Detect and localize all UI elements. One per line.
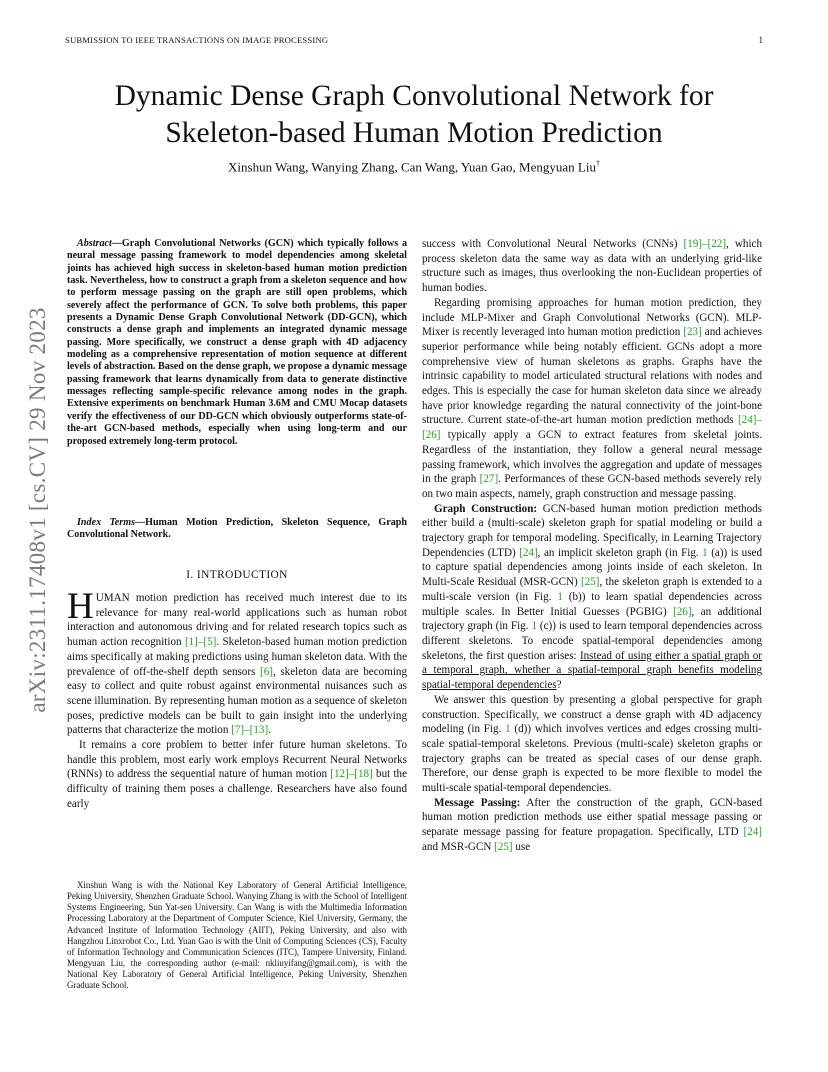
author-list bbox=[40, 159, 788, 175]
citation-link[interactable]: [24]–[26] bbox=[422, 414, 762, 442]
introduction-body bbox=[67, 586, 408, 812]
text-run: , skeleton data are becoming easy to collect and quite robust against environmental nuisances such as scene illumination. By representing human motion as a sequence of skeleton poses, predictive models can be built to gain insight into the underlying patterns that characterize the motion bbox=[67, 665, 408, 737]
right-paragraph-graph-construction bbox=[422, 502, 762, 693]
text-run: (b)) to learn spatial dependencies across multiple scales. In Better Initial Guesses (PGBIG) bbox=[422, 590, 762, 618]
text-run: and MSR-GCN bbox=[422, 840, 495, 853]
authors-text: Xinshun Wang, Wanying Zhang, Can Wang, Yuan Gao, Mengyuan Liu bbox=[228, 159, 596, 175]
corresponding-author-mark: † bbox=[595, 159, 600, 168]
citation-link[interactable]: [26] bbox=[673, 605, 692, 618]
text-run: , an implicit skeleton graph (in Fig. bbox=[537, 546, 703, 559]
text-run: ? bbox=[556, 679, 562, 692]
paragraph-heading: Message Passing: bbox=[434, 796, 521, 809]
text-run: use bbox=[512, 840, 531, 853]
paragraph-heading: Graph Construction: bbox=[434, 502, 538, 515]
citation-link[interactable]: [1]–[5] bbox=[184, 636, 217, 649]
arxiv-stamp-text: arXiv:2311.17408v1 [cs.CV] 29 Nov 2023 bbox=[25, 307, 50, 713]
intro-paragraph-2 bbox=[67, 738, 407, 812]
citation-link[interactable]: [25] bbox=[580, 576, 600, 589]
figure-link[interactable]: 1 bbox=[557, 590, 563, 603]
text-run: We answer this question by presenting a global perspective for graph construction. Specifically, we construct a dense graph with 4D adjacency modeling (in Fig. bbox=[422, 693, 762, 736]
abstract-text: —Graph Convolutional Networks (GCN) which typically follows a neural message passing framework to model dependencies among skeletal joints has achieved high success in skeleton-based human motion prediction task. Nevertheless, how to construct a graph from a skeleton sequence and how to perform message passing on the graph are still open problems, which severely affect the performance of GCN. To solve both problems, this paper presents a Dynamic Dense Graph Convolutional Network (DD-GCN), which constructs a dense graph and implements an integrated dynamic message passing. More specifically, we construct a dense graph with 4D adjacency modeling as a comprehensive representation of motion sequence at different levels of abstraction. Based on the dense graph, we propose a dynamic message passing framework that learns dynamically from data to generate distinctive messages reflecting sample-specific relevance among nodes in the graph. Extensive experiments on benchmark Human 3.6M and CMU Mocap datasets verify the effectiveness of our DD-GCN which obviously outperforms state-of-the-art GCN-based methods, especially when using long-term and our proposed extremely long-term protocol. bbox=[67, 238, 407, 447]
figure-link[interactable]: 1 bbox=[531, 620, 537, 633]
underlined-question: Instead of using either a spatial graph or a temporal graph, whether a spatial-temporal graph benefits modeling spatial-temporal dependencies bbox=[422, 649, 762, 692]
citation-link[interactable]: [23] bbox=[683, 326, 702, 339]
text-run: . Skeleton-based human motion prediction aims specifically at making predictions using human skeleton data. With the prevalence of off-the-shelf depth sensors bbox=[67, 636, 407, 678]
text-run: GCN-based human motion prediction methods either build a (multi-scale) skeleton graph for spatial modeling or build a trajectory graph for temporal modeling. Specifically, in Learning Trajectory Dependencies (LTD) bbox=[422, 502, 762, 559]
text-run: success with Convolutional Neural Networks (CNNs) bbox=[422, 238, 684, 250]
text-run: Regarding promising approaches for human motion prediction, they include MLP-Mixer and Graph Convolutional Networks (GCN). MLP-Mixer is recently leveraged into human motion prediction bbox=[422, 296, 762, 339]
citation-link[interactable]: [24] bbox=[519, 546, 538, 559]
text-run: After the construction of the graph, GCN-based human motion prediction methods use either spatial message passing or separate message passing for feature propagation. Specifically, LTD bbox=[422, 796, 762, 839]
text-run: typically apply a GCN to extract features from skeletal joints. Regardless of the instantiation, they follow a general neural message passing framework, which involves the aggregation and update of messages in the graph bbox=[422, 429, 762, 486]
text-run: (a)) is used to capture spatial dependencies among joints inside of each skeleton. In Multi-Scale Residual (MSR-GCN) bbox=[422, 546, 763, 589]
abstract-label: Abstract bbox=[77, 238, 112, 249]
text-run: UMAN motion prediction has received much interest due to its relevance for many real-world applications such as human robot interaction and autonomous driving and for related research topics such as human action recognition bbox=[67, 592, 407, 649]
right-column-body bbox=[422, 237, 762, 855]
text-run: (c)) is used to learn temporal dependencies across different skeletons. To encode spatial-temporal dependencies among skeletons, the first question arises: bbox=[422, 620, 762, 662]
figure-link[interactable]: 1 bbox=[505, 723, 511, 736]
citation-link[interactable]: [27] bbox=[479, 473, 499, 486]
index-terms-text: —Human Motion Prediction, Skeleton Sequence, Graph Convolutional Network. bbox=[67, 517, 407, 541]
citation-link[interactable]: [25] bbox=[494, 840, 513, 853]
page-number: 1 bbox=[758, 35, 763, 45]
text-run: It remains a core problem to better infer future human skeletons. To handle this problem, most early work employs Recurrent Neural Networks (RNNs) to address the sequential nature of human motion bbox=[67, 739, 407, 781]
text-run: and achieves superior performance while being notably efficient. GCNs adopt a more comprehensive view of human skeletons as graphs. Graphs have the intrinsic capability to model articulated structural relations with nodes and edges. This is especially the case for human skeleton data since we already have prior knowledge regarding the natural connectivity of the joint-bone structure. Current state-of-the-art human motion prediction methods bbox=[422, 326, 762, 427]
text-run: , the skeleton graph is extended to a multi-scale version (in Fig. bbox=[422, 576, 762, 603]
running-head: SUBMISSION TO IEEE TRANSACTIONS ON IMAGE PROCESSING bbox=[65, 35, 329, 45]
figure-link[interactable]: 1 bbox=[702, 546, 708, 559]
right-paragraph-1 bbox=[422, 237, 762, 296]
title-line-1: Dynamic Dense Graph Convolutional Network for bbox=[114, 80, 714, 112]
citation-link[interactable]: [19]–[22] bbox=[683, 238, 727, 250]
right-paragraph-2 bbox=[422, 296, 762, 502]
right-paragraph-message-passing bbox=[422, 796, 762, 855]
author-affiliation-footnote: Xinshun Wang is with the National Key Laboratory of General Artificial Intelligence, Peking University, Shenzhen Graduate School. Wanying Zhang is with the School of Intelligent Systems Engineering, Sun Yat-sen University. Can Wang is with the Multimedia Information Processing Laboratory at the Department of Computer Science, Kiel University, Germany, the Advanced Institute of Information Technology (AIIT), Peking University, and also with Hangzhou Linxrobot Co., Ltd. Yuan Gao is with the Unit of Computing Sciences (CS), Faculty of Information Technology and Communication Sciences (ITC), Tampere University, Finland. Mengyuan Liu, the corresponding author (e-mail: nkliuyifang@gmail.com), is with the National Key Laboratory of General Artificial Intelligence, Peking University, Shenzhen Graduate School. bbox=[67, 880, 407, 991]
intro-paragraph-1 bbox=[67, 586, 408, 738]
citation-link[interactable]: [6] bbox=[260, 665, 273, 678]
text-run: but the difficulty of training them poses a challenge. Researchers have also found early bbox=[67, 768, 407, 810]
arxiv-stamp bbox=[8, 307, 68, 713]
abstract bbox=[67, 238, 407, 448]
section-heading-introduction: I. INTRODUCTION bbox=[186, 569, 288, 581]
text-run: . Performances of these GCN-based methods severely rely on two main aspects, namely, graph construction and message passing. bbox=[422, 473, 762, 500]
citation-link[interactable]: [7]–[13] bbox=[231, 724, 269, 737]
paper-title bbox=[40, 78, 788, 152]
index-terms bbox=[67, 517, 407, 542]
citation-link[interactable]: [24] bbox=[743, 826, 762, 839]
right-paragraph-4 bbox=[422, 693, 762, 796]
text-run: . bbox=[268, 724, 271, 737]
text-run: , which process skeleton data the same way as data with an underlying grid-like structure such as images, thus overlooking the non-Euclidean properties of human bodies. bbox=[422, 238, 762, 295]
citation-link[interactable]: [12]–[18] bbox=[330, 768, 373, 781]
drop-cap: H bbox=[67, 586, 94, 627]
index-terms-label: Index Terms bbox=[77, 517, 135, 528]
text-run: , an additional trajectory graph (in Fig. bbox=[422, 605, 762, 633]
title-line-2: Skeleton-based Human Motion Prediction bbox=[165, 117, 663, 149]
text-run: (d)) which involves vertices and edges crossing multi-scale spatial-temporal skeletons. Previous (multi-scale) skeleton graphs or trajectory graphs can be treated as special cases of our dense graph. Therefore, our dense graph is expected to be more flexible to model the multi-scale spatial-temporal dependencies. bbox=[422, 723, 762, 795]
